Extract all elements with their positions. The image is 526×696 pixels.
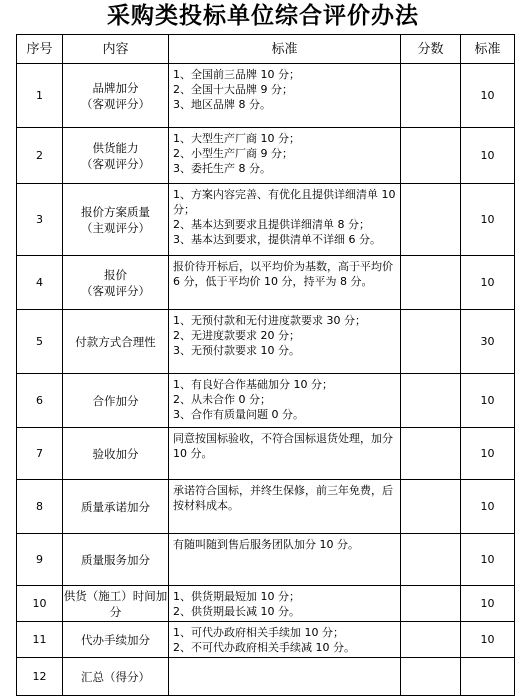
table-row	[17, 534, 515, 586]
max-score-cell: 10	[461, 64, 515, 128]
table-row	[17, 658, 515, 696]
row-standard	[169, 534, 401, 586]
table-row	[17, 256, 515, 310]
standard-line: 1、方案内容完善、有优化且提供详细清单 10 分；	[173, 188, 396, 216]
standard-line: 同意按国标验收，不符合国标退货处理，加分 10 分。	[173, 432, 393, 460]
row-content	[63, 586, 169, 622]
row-standard	[169, 64, 401, 128]
row-content	[63, 64, 169, 128]
max-score-cell: 10	[461, 586, 515, 622]
standard-line: 3、地区品牌 8 分。	[173, 98, 271, 111]
row-content	[63, 428, 169, 480]
max-score-cell: 10	[461, 374, 515, 428]
header-score: 分数	[401, 35, 461, 64]
row-standard	[169, 184, 401, 256]
header-no: 序号	[17, 35, 63, 64]
max-score-cell: 10	[461, 534, 515, 586]
standard-line: 1、可代办政府相关手续加 10 分；	[173, 626, 344, 639]
score-cell	[401, 658, 461, 696]
row-standard	[169, 374, 401, 428]
max-score-cell: 10	[461, 128, 515, 184]
row-standard	[169, 622, 401, 658]
score-cell	[401, 534, 461, 586]
score-cell	[401, 64, 461, 128]
row-content	[63, 184, 169, 256]
evaluation-table	[16, 34, 515, 696]
max-score-cell: 10	[461, 480, 515, 534]
table-row	[17, 374, 515, 428]
score-cell	[401, 622, 461, 658]
content-line: 合作加分	[92, 393, 139, 408]
content-line: （客观评分）	[81, 156, 150, 171]
standard-line: 3、委托生产 8 分。	[173, 162, 271, 175]
row-number: 8	[17, 480, 63, 534]
max-score-cell: 10	[461, 428, 515, 480]
row-number: 11	[17, 622, 63, 658]
row-content	[63, 534, 169, 586]
row-number: 6	[17, 374, 63, 428]
max-score-cell: 10	[461, 622, 515, 658]
row-content	[63, 128, 169, 184]
max-score-cell: 10	[461, 184, 515, 256]
standard-line: 3、无预付款要求 10 分。	[173, 344, 300, 357]
standard-line: 3、基本达到要求，提供清单不详细 6 分。	[173, 233, 381, 246]
row-standard	[169, 256, 401, 310]
content-line: （主观评分）	[81, 220, 150, 235]
table-row	[17, 428, 515, 480]
header-content: 内容	[63, 35, 169, 64]
table-row	[17, 622, 515, 658]
row-content	[63, 658, 169, 696]
max-score-cell	[461, 658, 515, 696]
standard-line: 1、大型生产厂商 10 分；	[173, 132, 300, 145]
row-standard	[169, 586, 401, 622]
header-standard: 标准	[169, 35, 401, 64]
content-line: 报价	[104, 267, 127, 282]
table-row	[17, 310, 515, 374]
row-content	[63, 374, 169, 428]
standard-line: 2、小型生产厂商 9 分；	[173, 147, 293, 160]
standard-line: 报价待开标后，以平均价为基数，高于平均价 6 分，低于平均价 10 分，持平为 8 分。	[173, 260, 393, 288]
score-cell	[401, 586, 461, 622]
row-number: 2	[17, 128, 63, 184]
row-standard	[169, 480, 401, 534]
content-line: 供货（施工）时间加分	[63, 588, 168, 619]
table-row	[17, 480, 515, 534]
page-title: 采购类投标单位综合评价办法	[107, 2, 419, 29]
table-row	[17, 184, 515, 256]
header-row	[17, 35, 515, 64]
content-line: （客观评分）	[81, 96, 150, 111]
standard-line: 1、供货期最短加 10 分；	[173, 590, 300, 603]
row-number: 9	[17, 534, 63, 586]
score-cell	[401, 374, 461, 428]
score-cell	[401, 310, 461, 374]
max-score-cell: 30	[461, 310, 515, 374]
standard-line: 1、有良好合作基础加分 10 分；	[173, 378, 333, 391]
row-content	[63, 480, 169, 534]
content-line: 质量服务加分	[81, 552, 150, 567]
content-line: 质量承诺加分	[81, 499, 150, 514]
standard-line: 1、全国前三品牌 10 分；	[173, 68, 300, 81]
standard-line: 2、不可代办政府相关手续减 10 分。	[173, 641, 355, 654]
table-row	[17, 64, 515, 128]
standard-line: 2、无进度款要求 20 分；	[173, 329, 300, 342]
content-line: 付款方式合理性	[75, 334, 156, 349]
row-number: 10	[17, 586, 63, 622]
content-line: 品牌加分	[92, 80, 139, 95]
row-number: 5	[17, 310, 63, 374]
standard-line: 承诺符合国标，并终生保修，前三年免费，后按材料成本。	[173, 484, 393, 512]
score-cell	[401, 480, 461, 534]
score-cell	[401, 428, 461, 480]
table-row	[17, 586, 515, 622]
score-cell	[401, 128, 461, 184]
standard-line: 2、供货期最长减 10 分。	[173, 605, 300, 618]
row-number: 1	[17, 64, 63, 128]
standard-line: 有随叫随到售后服务团队加分 10 分。	[173, 538, 359, 551]
content-line: （客观评分）	[81, 283, 150, 298]
row-standard	[169, 428, 401, 480]
score-cell	[401, 184, 461, 256]
row-standard	[169, 310, 401, 374]
header-max-score: 标准	[461, 35, 515, 64]
content-line: 验收加分	[92, 446, 139, 461]
standard-line: 1、无预付款和无付进度款要求 30 分；	[173, 314, 366, 327]
table-row	[17, 128, 515, 184]
row-number: 4	[17, 256, 63, 310]
row-content	[63, 622, 169, 658]
standard-line: 2、基本达到要求且提供详细清单 8 分；	[173, 218, 370, 231]
standard-line: 2、全国十大品牌 9 分；	[173, 83, 293, 96]
row-standard	[169, 658, 401, 696]
row-content	[63, 310, 169, 374]
row-number: 3	[17, 184, 63, 256]
row-content	[63, 256, 169, 310]
content-line: 报价方案质量	[81, 204, 150, 219]
content-line: 供货能力	[92, 140, 139, 155]
content-line: 代办手续加分	[81, 632, 150, 647]
table-body	[17, 64, 515, 696]
standard-line: 2、从未合作 0 分；	[173, 393, 271, 406]
row-standard	[169, 128, 401, 184]
max-score-cell: 10	[461, 256, 515, 310]
content-line: 汇总（得分）	[81, 669, 150, 684]
score-cell	[401, 256, 461, 310]
row-number: 7	[17, 428, 63, 480]
standard-line: 3、合作有质量问题 0 分。	[173, 408, 304, 421]
row-number: 12	[17, 658, 63, 696]
